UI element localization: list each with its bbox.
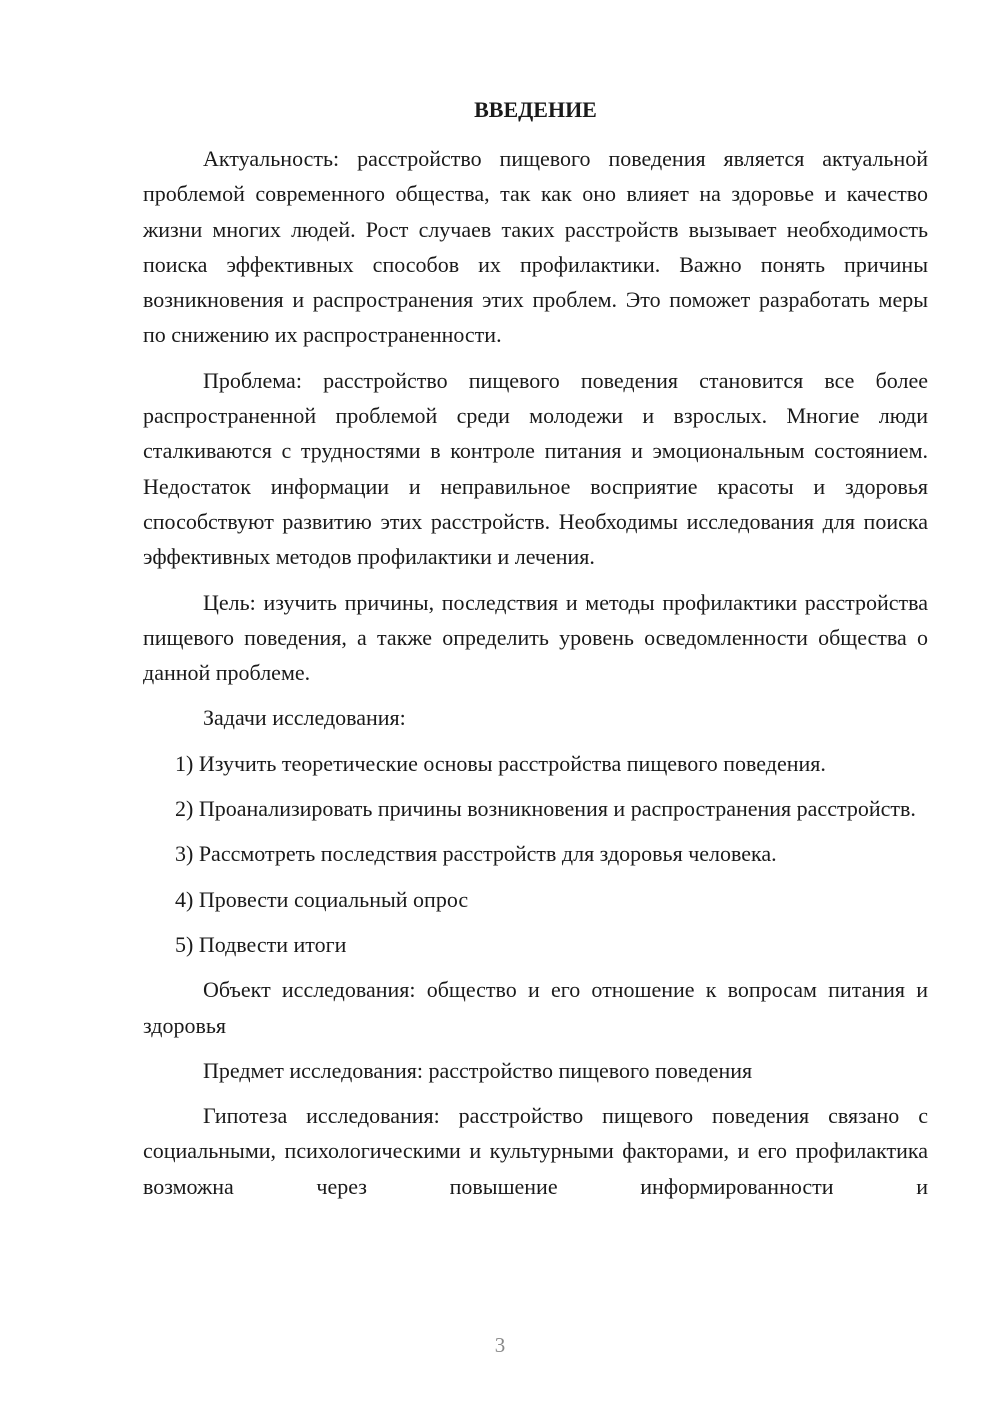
paragraph-goal: Цель: изучить причины, последствия и методы профилактики расстройства пищевого поведения, а также определить уровень осведомленности общества о данной проблеме.: [143, 589, 928, 686]
paragraph-object: Объект исследования: общество и его отношение к вопросам питания и здоровья: [143, 977, 928, 1038]
paragraph-problem: Проблема: расстройство пищевого поведения становится все более распространенной проблемой среди молодежи и взрослых. Многие люди сталкиваются с трудностями в контроле питания и эмоциональным состоянием. Недостаток информации и неправильное восприятие красоты и здоровья способствуют развитию этих расстройств. Необходимы исследования для поиска эффективных методов профилактики и лечения.: [143, 367, 928, 570]
task-item: 1) Изучить теоретические основы расстройства пищевого поведения.: [175, 750, 826, 776]
paragraph-hypothesis: Гипотеза исследования: расстройство пищевого поведения связано с социальными, психологическими и культурными факторами, и его профилактика возможна через повышение информированности и: [143, 1103, 928, 1199]
task-item: 5) Подвести итоги: [175, 931, 347, 957]
tasks-title: Задачи исследования:: [203, 705, 406, 731]
document-page: [143, 92, 928, 1214]
task-item: 2) Проанализировать причины возникновения и распространения расстройств.: [175, 796, 916, 822]
paragraph-subject: Предмет исследования: расстройство пищевого поведения: [203, 1057, 753, 1083]
section-heading: ВВЕДЕНИЕ: [474, 97, 597, 122]
task-item: 3) Рассмотреть последствия расстройств для здоровья человека.: [175, 841, 777, 867]
task-item: 4) Провести социальный опрос: [175, 886, 469, 912]
page-number: 3: [494, 1333, 506, 1357]
paragraph-relevance: Актуальность: расстройство пищевого поведения является актуальной проблемой современного общества, так как оно влияет на здоровье и качество жизни многих людей. Рост случаев таких расстройств вызывает необходимость поиска эффективных способов их профилактики. Важно понять причины возникновения и распространения этих проблем. Это поможет разработать меры по снижению их распространенности.: [143, 146, 928, 348]
